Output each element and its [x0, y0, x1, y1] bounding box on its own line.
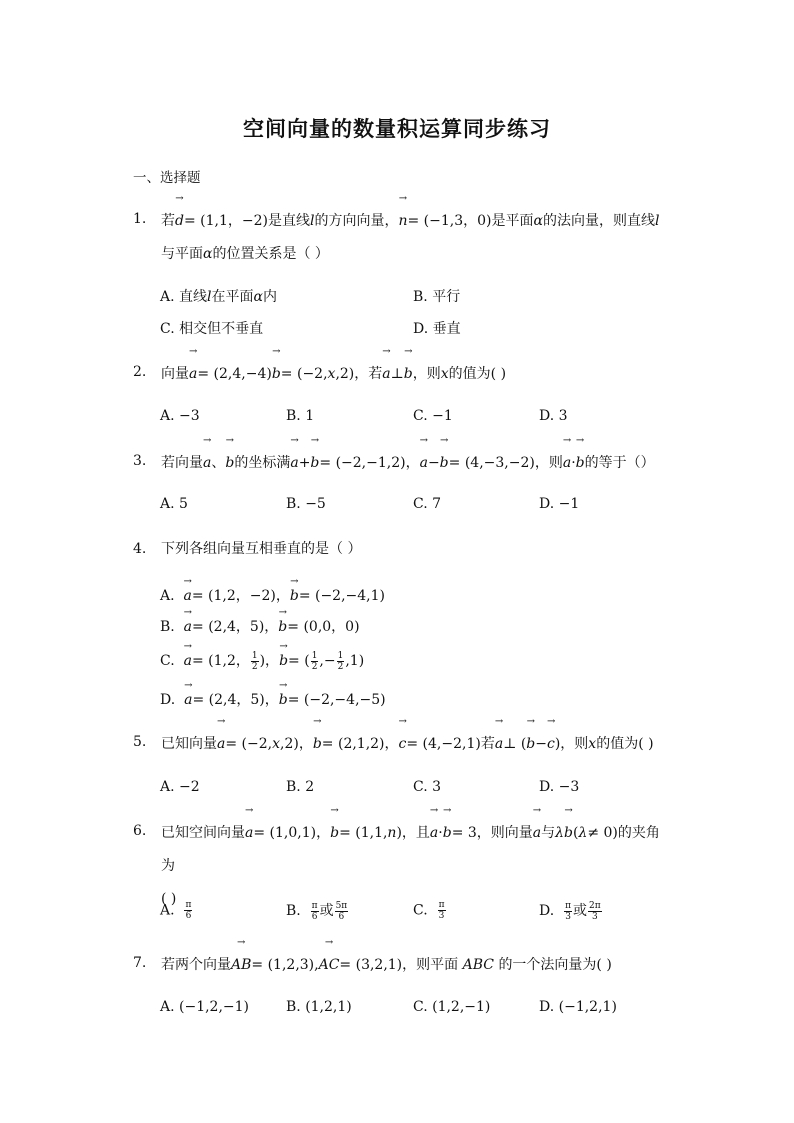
fraction: $\frac{1}{2}$	[251, 650, 258, 672]
question-number: 2.	[133, 364, 147, 380]
option-d[interactable]: D. 垂直	[413, 321, 461, 337]
option-a[interactable]: A. $\frac{\pi}{6}$	[160, 900, 192, 921]
question-stem: 已知向量→ a= (−2,x,2)，→ b= (2,1,2)，→ c= (4,−2,1)若→ a⊥ (→ b−→ c)，则x的值为( )	[161, 726, 671, 761]
option-b[interactable]: B. 2	[286, 779, 315, 795]
var-l: l	[309, 213, 315, 229]
var-alpha: α	[203, 246, 213, 262]
option-d[interactable]: D. $\frac{\pi}{3}$ 或 $\frac{2\pi}{3}$	[539, 900, 601, 922]
fraction: $\frac{5\pi}{6}$	[335, 900, 348, 922]
question-number: 5.	[133, 734, 147, 750]
question-stem: 若两个向量→ AB= (1,2,3),→ AC= (3,2,1)，则平面 ABC 的一个法向量为( )	[161, 947, 671, 982]
option-b[interactable]: B. $\frac{\pi}{6}$ 或 $\frac{5\pi}{6}$	[286, 900, 348, 922]
fraction: $\frac{1}{2}$	[311, 650, 318, 672]
fraction: $\frac{1}{2}$	[337, 650, 344, 672]
fraction: $\frac{\pi}{3}$	[565, 900, 572, 922]
option-a[interactable]: A. → a= (1,2，−2)，→ b= (−2,−4,1)	[160, 585, 385, 605]
question-number: 3.	[133, 453, 147, 469]
option-b[interactable]: B. → a= (2,4，5)，→ b= (0,0，0)	[160, 616, 360, 636]
option-a[interactable]: A. (−1,2,−1)	[160, 999, 250, 1015]
vector-d: → d	[175, 203, 184, 238]
option-a[interactable]: A. −3	[160, 408, 200, 424]
question-number: 1.	[133, 211, 147, 227]
page-title: 空间向量的数量积运算同步练习	[243, 116, 551, 141]
question-stem: 若向量→ a、→ b的坐标满→ a+→ b= (−2,−1,2)，→ a−→ b= (4,−3,−2)，则→ a·→ b的等于（）	[161, 445, 671, 480]
question-stem: 下列各组向量互相垂直的是（ ）	[161, 541, 362, 557]
fraction: $\frac{\pi}{3}$	[438, 900, 445, 921]
option-d[interactable]: D. → a= (2,4，5)，→ b= (−2,−4,−5)	[160, 689, 386, 709]
option-d[interactable]: D. (−1,2,1)	[539, 999, 617, 1015]
option-b[interactable]: B. 平行	[413, 289, 461, 305]
vector-n: → n	[398, 203, 407, 238]
option-a[interactable]: A. 直线l在平面α内	[160, 289, 277, 305]
var-l: l	[654, 213, 660, 229]
option-c[interactable]: C. −1	[413, 408, 453, 424]
fraction: $\frac{\pi}{6}$	[311, 900, 318, 922]
option-c[interactable]: C. 相交但不垂直	[160, 321, 264, 337]
option-a[interactable]: A. −2	[160, 779, 200, 795]
option-c[interactable]: C. → a= (1,2， $\frac{1}{2}$ )，→ b= ( $\frac{1}{2}$ ,− $\frac{1}{2}$ ,1)	[160, 650, 364, 672]
question-number: 4.	[133, 541, 147, 557]
option-b[interactable]: B. 1	[286, 408, 315, 424]
option-a[interactable]: A. 5	[160, 496, 188, 512]
option-c[interactable]: C. (1,2,−1)	[413, 999, 491, 1015]
option-c[interactable]: C. 3	[413, 779, 442, 795]
question-stem: 若→ d= (1,1，−2)是直线l的方向向量，→ n= (−1,3，0)是平面α的法向量，则直线l 与平面α的位置关系是（ ）	[161, 203, 671, 271]
fraction: $\frac{\pi}{6}$	[185, 900, 192, 921]
option-b[interactable]: B. −5	[286, 496, 326, 512]
option-d[interactable]: D. −3	[539, 779, 580, 795]
fraction: $\frac{2\pi}{3}$	[589, 900, 601, 922]
var-alpha: α	[533, 213, 543, 229]
option-d[interactable]: D. −1	[539, 496, 580, 512]
vector-AB: → AB	[231, 947, 251, 982]
vector-AC: → AC	[319, 947, 340, 982]
question-stem: 已知空间向量→ a= (1,0,1)，→ b= (1,1,n)，且→ a·→ b= 3，则向量→ a与λ→ b(λ≠ 0)的夹角为 ( )	[161, 815, 671, 916]
option-c[interactable]: C. 7	[413, 496, 442, 512]
question-number: 6.	[133, 823, 147, 839]
section-heading: 一、选择题	[133, 170, 201, 186]
question-stem: 向量→ a= (2,4,−4)→ b= (−2,x,2)，若→ a⊥→ b，则x的值为( )	[161, 356, 671, 391]
option-b[interactable]: B. (1,2,1)	[286, 999, 352, 1015]
question-number: 7.	[133, 955, 147, 971]
option-c[interactable]: C. $\frac{\pi}{3}$	[413, 900, 445, 921]
option-d[interactable]: D. 3	[539, 408, 568, 424]
